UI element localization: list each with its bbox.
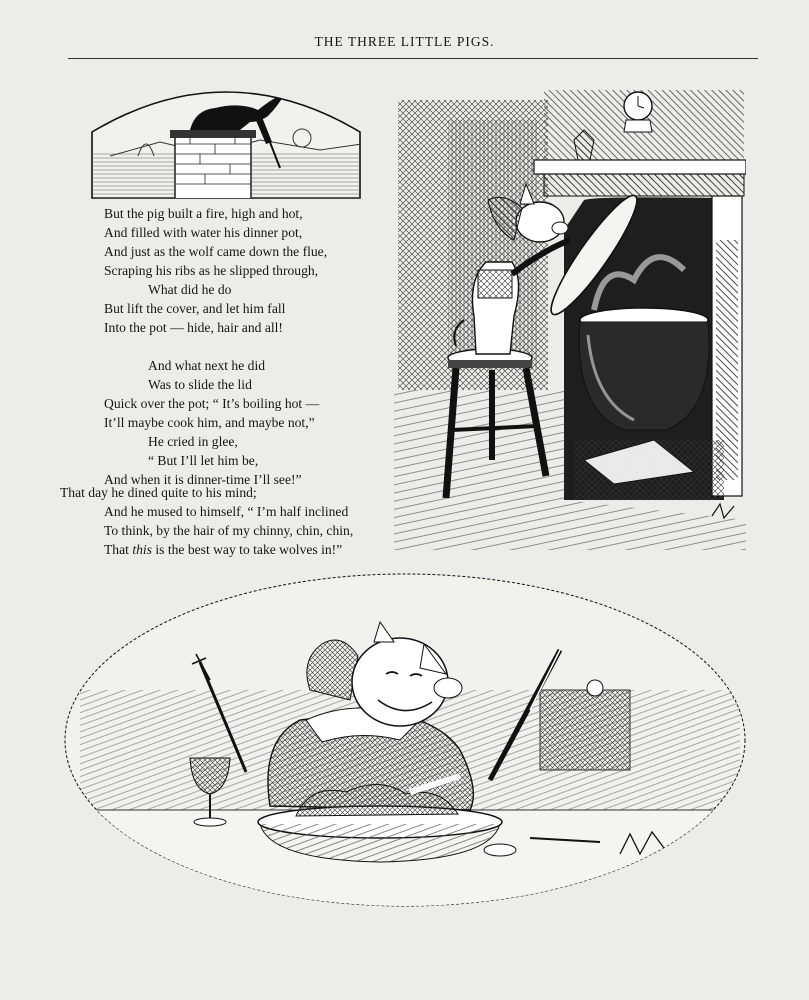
poem-line: Into the pot — hide, hair and all! xyxy=(104,320,283,335)
poem-text: That xyxy=(104,542,133,557)
poem xyxy=(104,204,327,489)
wolf-chimney-illustration xyxy=(90,72,362,200)
poem-line xyxy=(60,540,353,559)
poem-line: Quick over the pot; “ It’s boiling hot — xyxy=(104,396,320,411)
poem-line: And he mused to himself, “ I’m half inclined xyxy=(104,504,349,519)
pig-pot-illustration xyxy=(394,80,746,550)
header-rule xyxy=(68,58,758,59)
poem-line: And when it is dinner-time I’ll see!” xyxy=(104,472,302,487)
poem-line: That day he dined quite to his mind; xyxy=(60,485,257,500)
poem-text: is the best way to take wolves in!” xyxy=(151,542,343,557)
poem-line: “ But I’ll let him be, xyxy=(148,453,259,468)
poem-line: Was to slide the lid xyxy=(148,377,252,392)
poem-line: But the pig built a fire, high and hot, xyxy=(104,206,303,221)
pig-dining-illustration xyxy=(60,570,750,910)
stanza-3 xyxy=(60,483,353,559)
poem-line: What did he do xyxy=(148,282,232,297)
poem-line: To think, by the hair of my chinny, chin, chin, xyxy=(104,523,354,538)
poem-line: And just as the wolf came down the flue, xyxy=(104,244,328,259)
poem-line: He cried in glee, xyxy=(148,434,238,449)
emphasis-word: this xyxy=(132,542,152,557)
poem-line: But lift the cover, and let him fall xyxy=(104,301,286,316)
poem-line: And filled with water his dinner pot, xyxy=(104,225,303,240)
poem-line: Scraping his ribs as he slipped through, xyxy=(104,263,319,278)
poem-line: It’ll maybe cook him, and maybe not,” xyxy=(104,415,315,430)
stanza-2 xyxy=(104,356,327,489)
page-title: THE THREE LITTLE PIGS. xyxy=(314,34,495,49)
poem-line: And what next he did xyxy=(148,358,266,373)
stanza-1 xyxy=(104,204,327,337)
